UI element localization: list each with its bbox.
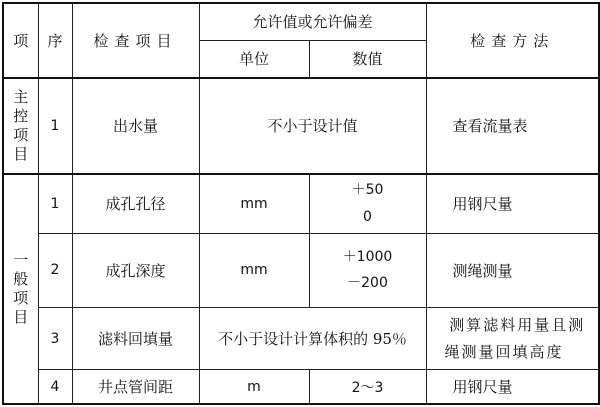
header-seq [38,3,72,78]
header-method [426,3,599,78]
row-value-line2: 0 [363,208,372,225]
row-item-text: 成孔深度 [105,261,166,280]
header-value [309,40,426,77]
row-method [426,78,599,174]
row-value-line1: ＋1000 [342,248,393,265]
row-method [426,308,599,370]
row-seq [38,370,72,404]
row-unit-text: m [247,378,261,395]
table-row [3,174,599,233]
row-item [72,308,199,370]
group-main-text: 主控项目 [13,88,29,163]
row-seq-text: 1 [50,117,60,134]
row-item [72,370,199,404]
row-method-text: 用钢尺量 [452,195,513,214]
header-value-text: 数值 [352,50,383,69]
header-check-item-text: 检查项目 [93,31,178,50]
row-value [309,370,426,404]
group-general [3,174,38,404]
row-method-text: 测算滤料用量且测绳测量回填高度 [444,316,586,361]
row-value-text: 2～3 [351,379,384,396]
header-check-item [72,3,199,78]
header-item-class [3,3,38,78]
header-tolerance [199,3,426,40]
row-method-text: 测绳测量 [452,261,513,280]
header-seq-text: 序 [47,31,63,50]
row-value-line1: ＋50 [351,182,384,199]
row-unit [199,370,309,404]
table-row [3,78,599,174]
row-merged-text: 不小于设计计算体积的 95％ [218,330,407,349]
row-seq [38,78,72,174]
header-tolerance-text: 允许值或允许偏差 [252,13,373,32]
row-seq-text: 2 [50,262,60,279]
inspection-standard-table [2,2,600,405]
row-unit [199,233,309,308]
row-item-text: 井点管间距 [97,378,173,397]
row-item [72,174,199,233]
header-item-class-text: 项 [13,31,29,50]
row-item [72,233,199,308]
row-method [426,174,599,233]
row-seq-text: 4 [50,378,60,395]
row-unit [199,174,309,233]
header-method-text: 检查方法 [470,31,555,50]
row-merged-requirement [199,308,426,370]
row-seq-text: 3 [50,330,60,347]
header-unit [199,40,309,77]
row-seq-text: 1 [50,195,60,212]
table-row [3,370,599,404]
row-value [309,233,426,308]
row-unit-text: mm [240,262,268,279]
row-value-line2: －200 [347,275,388,292]
table-row [3,308,599,370]
row-seq [38,233,72,308]
row-merged-text: 不小于设计值 [267,117,358,136]
group-main [3,78,38,174]
row-value [309,174,426,233]
row-seq [38,308,72,370]
row-method [426,370,599,404]
group-general-text: 一般项目 [13,251,29,326]
row-seq [38,174,72,233]
row-item-text: 成孔孔径 [105,195,166,214]
row-item [72,78,199,174]
table-row [3,233,599,308]
row-merged-requirement [199,78,426,174]
row-unit-text: mm [240,195,268,212]
row-item-text: 出水量 [112,117,158,136]
row-method [426,233,599,308]
header-unit-text: 单位 [238,50,269,69]
row-method-text: 用钢尺量 [452,378,513,397]
row-method-text: 查看流量表 [452,117,528,136]
row-item-text: 滤料回填量 [97,330,173,349]
